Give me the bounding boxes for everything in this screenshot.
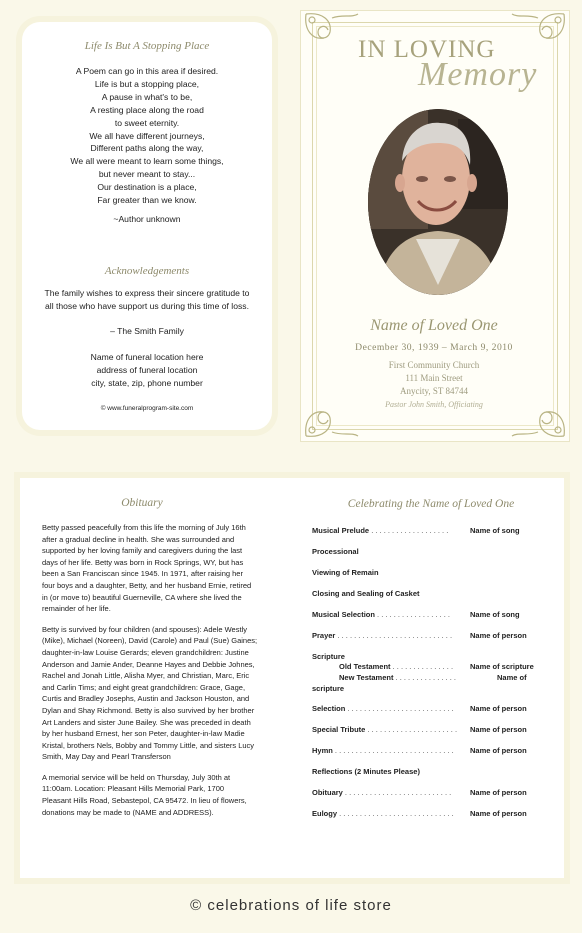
program-row-item: Name of person	[470, 725, 527, 734]
church-address: 111 Main Street	[405, 373, 463, 383]
officiant: Pastor John Smith, Officiating	[385, 400, 483, 409]
acknowledgements-line: The family wishes to express their sincere gratitude to	[44, 288, 250, 298]
life-dates: December 30, 1939 – March 9, 2010	[355, 342, 513, 353]
location-line: Name of funeral location here	[90, 352, 204, 362]
poem-line: Far greater than we know.	[97, 195, 197, 205]
portrait-photo	[368, 109, 508, 295]
program-row-label: Prayer	[312, 631, 336, 640]
obituary-line: A memorial service will be held on Thursday, July 30th at	[42, 772, 231, 782]
program-row	[312, 610, 552, 619]
obituary-line: Anderson and Jamie Ander, Deanne Hayes and Debbie Johnes,	[42, 659, 255, 669]
program-row-item: Name of song	[470, 526, 520, 535]
loved-one-name: Name of Loved One	[370, 317, 498, 334]
program-row-item: Name of person	[470, 746, 527, 755]
family-signature: – The Smith Family	[110, 326, 184, 336]
scripture-row	[339, 673, 579, 682]
obituary-line: donations may be made to (NAME and ADDRESS).	[42, 807, 214, 817]
obituary-line: remainder of her life.	[42, 604, 111, 614]
poem-line: A Poem can go in this area if desired.	[75, 66, 219, 76]
obituary-paragraph	[42, 624, 264, 763]
program-row	[312, 631, 552, 640]
poem-line: to sweet eternity.	[114, 117, 180, 128]
program-row-label: Closing and Sealing of Casket	[312, 589, 420, 598]
program-row-label: Viewing of Remain	[312, 568, 379, 577]
scripture-row	[339, 662, 579, 671]
program-row	[312, 767, 552, 776]
cover-heading-script: Memory	[418, 56, 538, 93]
scripture-old-dots: . . . . . . . . . . . . . . .	[390, 662, 454, 671]
poem-line: Different paths along the way,	[90, 143, 204, 154]
obituary-line: (Mike), Michael (Noreen), David (Carole) and Paul (Sue) Gaines;	[42, 636, 258, 646]
obituary-line: Betty is survived by four children (and spouses): Adele Westly	[42, 624, 247, 634]
website-credit: © www.funeralprogram-site.com	[100, 405, 194, 412]
church-city: Anycity, ST 84744	[399, 386, 468, 396]
program-row-label: Reflections (2 Minutes Please)	[312, 767, 420, 776]
program-row-item: Name of person	[470, 704, 527, 713]
dot-leader: . . . . . . . . . . . . . . . . . . . . . . . . . .	[345, 704, 454, 713]
cover-heading: IN LOVING	[358, 36, 496, 63]
obituary-line: Kristal, brothers Nels, Bobby and Tommy Little, and sisters Lucy	[42, 740, 255, 750]
order-of-service-title: Celebrating the Name of Loved One	[347, 498, 515, 510]
poem-panel	[22, 22, 272, 430]
obituary-line: Dylan and Shay Richmond. Betty is also survived by her brother	[42, 705, 255, 715]
obituary-line: daughter-in-law Louise Gerards; eleven grandchildren: Justine	[42, 647, 249, 657]
scripture-row	[312, 684, 552, 693]
scripture-new-label: New Testament	[339, 673, 394, 682]
portrait-icon	[368, 109, 508, 295]
obituary-line: in (or move to) beautiful Guerneville, CA where she lived the	[42, 592, 242, 602]
dot-leader: . . . . . . . . . . . . . . . . . . . . . . . . . . . . .	[332, 746, 454, 755]
church-name: First Community Church	[388, 360, 480, 370]
program-row-item: Name of person	[470, 788, 527, 797]
obituary-paragraph	[42, 772, 264, 818]
program-row	[312, 589, 552, 598]
program-row	[312, 788, 552, 797]
program-row-label: Processional	[312, 547, 359, 556]
poem-line: A resting place along the road	[90, 104, 204, 115]
obituary-title: Obituary	[121, 497, 163, 509]
obituary-line: Curtis and Bradley Josephs, Austin and Jackson Houston, and	[42, 694, 250, 704]
program-row-label: Eulogy	[312, 809, 338, 818]
obituary-line: four boys and a daughter, Betty, and her husband Ernie, retired	[42, 580, 252, 590]
program-row	[312, 547, 552, 556]
scripture-new-item-wrap: scripture	[312, 684, 345, 693]
program-row	[312, 568, 552, 577]
obituary-line: Rachel and Jonah Little, Alisha Myer, and Christian, Marc, Eric	[42, 671, 250, 681]
program-row	[312, 809, 552, 818]
program-row-label: Selection	[312, 704, 346, 713]
obituary-line: Pleasant Hills Road, Sebastepol, CA 95472. In lieu of flowers,	[42, 796, 247, 806]
dot-leader: . . . . . . . . . . . . . . . . . . .	[369, 526, 449, 535]
obituary-line: Art Landers and sister June Bailey. She was preceded in death	[42, 717, 251, 727]
obituary-line: 11:00am. Location: Pleasant Hills Memorial Park, 1700	[42, 784, 225, 794]
poem-line: but never meant to stay...	[98, 169, 196, 180]
program-row-item: Name of person	[470, 809, 527, 818]
scripture-new-dots: . . . . . . . . . . . . . . .	[393, 673, 456, 682]
floral-corner-icon	[302, 10, 362, 60]
obituary-line: Smith, May Day and Pearl Transferson	[42, 752, 171, 762]
obituary-line: and Carlin Tims; and eight great grandchildren: Grace, Gage,	[42, 682, 246, 692]
program-row	[312, 704, 552, 713]
obituary-line: been a San Franciscan since 1945. In 1971, after raising her	[42, 569, 243, 579]
dot-leader: . . . . . . . . . . . . . . . . . . . . . . . . . .	[342, 788, 452, 797]
floral-corner-icon	[508, 10, 568, 60]
acknowledgements-title: Acknowledgements	[104, 265, 190, 277]
obituary-paragraph	[42, 522, 264, 615]
scripture-old-label: Old Testament	[339, 662, 391, 671]
program-row-label: Hymn	[312, 746, 333, 755]
dot-leader: . . . . . . . . . . . . . . . . . .	[374, 610, 450, 619]
location-line: address of funeral location	[96, 365, 198, 375]
scripture-new-item: Name of	[497, 673, 527, 682]
program-row-label: Scripture	[312, 652, 345, 661]
poem-line: Our destination is a place,	[97, 182, 197, 193]
store-credit: © celebrations of life store	[190, 897, 392, 914]
program-row-item: Name of song	[470, 610, 520, 619]
location-line: city, state, zip, phone number	[91, 378, 203, 388]
obituary-line: supported by her loving family and caregivers during the last	[42, 546, 243, 556]
obituary-text	[42, 522, 264, 827]
program-row-label: Special Tribute	[312, 725, 366, 734]
poem-line: We all were meant to learn some things,	[70, 156, 224, 167]
poem-line: We all have different journeys,	[89, 130, 205, 141]
program-row	[312, 725, 552, 734]
poem-line: A pause in what's to be,	[101, 91, 193, 102]
obituary-line: days of her life. Betty was born in Rock Springs, WY, but has	[42, 557, 244, 567]
program-row	[312, 652, 552, 661]
program-row-label: Musical Selection	[312, 610, 375, 619]
acknowledgements-line: all those who have support us during this time of loss.	[45, 301, 249, 312]
obituary-line: after a gradual decline in health. She was surrounded and	[42, 534, 235, 544]
program-row	[312, 746, 552, 755]
dot-leader: . . . . . . . . . . . . . . . . . . . . . . . . . . . .	[335, 631, 453, 640]
dot-leader: . . . . . . . . . . . . . . . . . . . . . .	[365, 725, 458, 734]
obituary-line: Betty passed peacefully from this life the morning of July 16th	[42, 523, 246, 532]
poem-title: Life Is But A Stopping Place	[84, 40, 210, 52]
program-row-label: Musical Prelude	[312, 526, 370, 535]
poem-author: ~Author unknown	[113, 214, 181, 224]
program-row	[312, 526, 552, 535]
scripture-old-item: Name of scripture	[470, 662, 534, 671]
dot-leader: . . . . . . . . . . . . . . . . . . . . . . . . . . . .	[337, 809, 454, 818]
poem-line: Life is but a stopping place,	[94, 78, 200, 89]
program-row-label: Obituary	[312, 788, 343, 797]
program-row-item: Name of person	[470, 631, 527, 640]
obituary-line: by her husband Ernest, her son Peter, daughter-in-law Madie	[42, 729, 245, 739]
